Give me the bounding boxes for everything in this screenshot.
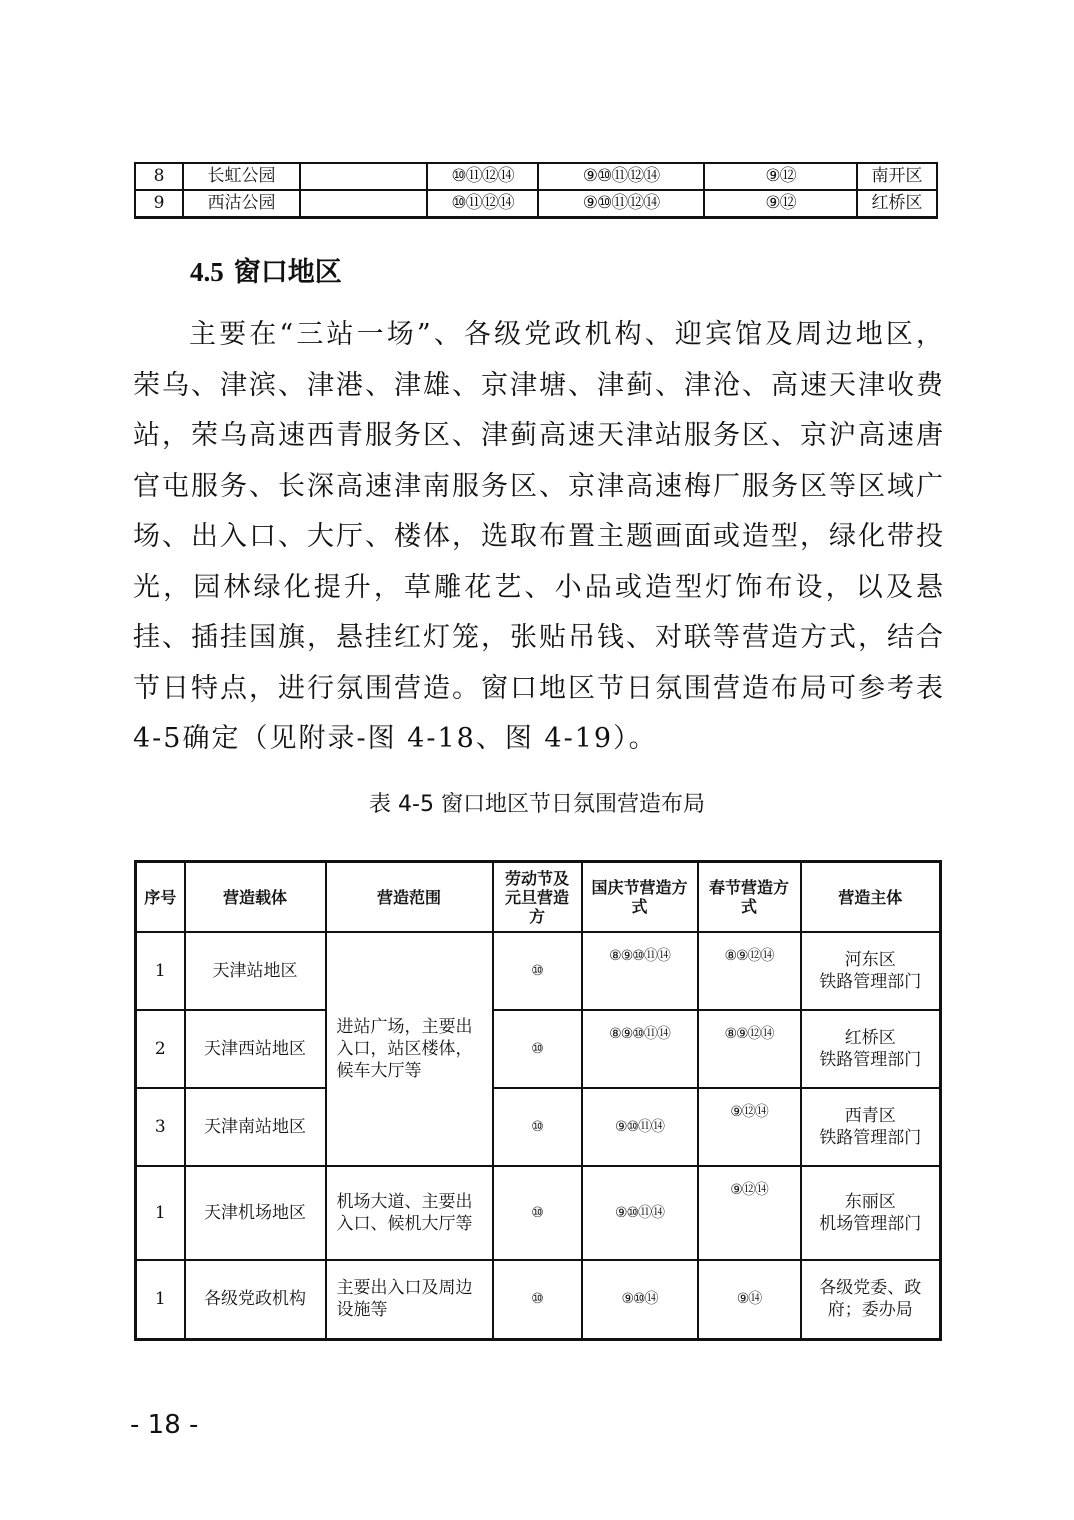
carrier-cell: 天津机场地区 xyxy=(185,1166,326,1260)
subject-cell xyxy=(801,1088,941,1166)
method-cell: ⑩⑪⑫⑭ xyxy=(427,163,538,190)
header-subject: 营造主体 xyxy=(801,862,941,933)
subject-cell xyxy=(801,1166,941,1260)
spring-festival-cell: ⑧⑨⑫⑭ xyxy=(698,932,801,1010)
subject-line: 铁路管理部门 xyxy=(819,1128,922,1148)
method-cell: ⑩⑪⑫⑭ xyxy=(427,190,538,218)
subject-line: 各级党委、政 xyxy=(819,1278,922,1299)
section-heading xyxy=(190,250,342,289)
labor-day-cell: ⑩ xyxy=(493,1260,582,1339)
section-number: 4.5 xyxy=(190,257,224,287)
labor-day-cell: ⑩ xyxy=(493,932,582,1010)
district-cell: 南开区 xyxy=(857,163,937,190)
header-national-day: 国庆节营造方式 xyxy=(582,862,698,933)
method-cell: ⑨⑫ xyxy=(704,163,857,190)
scope-cell: 机场大道、主要出入口、候机大厅等 xyxy=(326,1166,493,1260)
method-cell: ⑨⑫ xyxy=(704,190,857,218)
labor-day-cell: ⑩ xyxy=(493,1088,582,1166)
subject-line: 铁路管理部门 xyxy=(819,1050,922,1070)
national-day-cell: ⑨⑩⑪⑭ xyxy=(582,1166,698,1260)
carrier-cell: 各级党政机构 xyxy=(185,1260,326,1339)
table-caption: 表 4-5 窗口地区节日氛围营造布局 xyxy=(369,792,705,817)
scope-cell xyxy=(300,163,427,190)
spring-festival-cell: ⑨⑭ xyxy=(698,1260,801,1339)
subject-cell xyxy=(801,932,941,1010)
row-number: 3 xyxy=(136,1088,185,1166)
subject-line: 铁路管理部门 xyxy=(819,972,922,992)
page-number: - 18 - xyxy=(130,1410,199,1440)
method-cell: ⑨⑩⑪⑫⑭ xyxy=(538,190,704,218)
subject-line: 红桥区 xyxy=(844,1028,896,1048)
header-labor-day: 劳动节及元旦营造方 xyxy=(493,862,582,933)
table-row xyxy=(135,190,937,218)
row-number: 9 xyxy=(135,190,183,218)
subject-cell xyxy=(801,1010,941,1088)
row-number: 2 xyxy=(136,1010,185,1088)
subject-line: 西青区 xyxy=(844,1106,896,1126)
park-name: 长虹公园 xyxy=(183,163,300,190)
spring-festival-cell: ⑧⑨⑫⑭ xyxy=(698,1010,801,1088)
labor-day-cell: ⑩ xyxy=(493,1010,582,1088)
scope-cell: 主要出入口及周边设施等 xyxy=(326,1260,493,1339)
national-day-cell: ⑧⑨⑩⑪⑭ xyxy=(582,1010,698,1088)
table-row xyxy=(135,163,937,190)
row-number: 8 xyxy=(135,163,183,190)
row-number: 1 xyxy=(136,932,185,1010)
table-row xyxy=(136,1166,941,1260)
subject-line: 河东区 xyxy=(844,950,896,970)
scope-cell xyxy=(300,190,427,218)
table-row xyxy=(136,1088,941,1166)
subject-line: 机场管理部门 xyxy=(819,1214,922,1234)
header-carrier: 营造载体 xyxy=(185,862,326,933)
national-day-cell: ⑨⑩⑪⑭ xyxy=(582,1088,698,1166)
labor-day-cell: ⑩ xyxy=(493,1166,582,1260)
spring-festival-cell: ⑨⑫⑭ xyxy=(698,1088,801,1166)
header-scope: 营造范围 xyxy=(326,862,493,933)
row-number: 1 xyxy=(136,1166,185,1260)
park-name: 西沽公园 xyxy=(183,190,300,218)
window-area-table xyxy=(134,860,942,1341)
district-cell: 红桥区 xyxy=(857,190,937,218)
section-title: 窗口地区 xyxy=(233,257,342,288)
header-spring-festival: 春节营造方式 xyxy=(698,862,801,933)
carrier-cell: 天津站地区 xyxy=(185,932,326,1010)
continuation-table xyxy=(134,162,938,219)
national-day-cell: ⑨⑩⑭ xyxy=(582,1260,698,1339)
carrier-cell: 天津西站地区 xyxy=(185,1010,326,1088)
spring-festival-cell: ⑨⑫⑭ xyxy=(698,1166,801,1260)
subject-cell xyxy=(801,1260,941,1339)
subject-line: 东丽区 xyxy=(844,1192,896,1212)
method-cell: ⑨⑩⑪⑫⑭ xyxy=(538,163,704,190)
carrier-cell: 天津南站地区 xyxy=(185,1088,326,1166)
scope-cell: 进站广场，主要出入口，站区楼体，候车大厅等 xyxy=(326,932,493,1166)
table-row xyxy=(136,1010,941,1088)
table-row xyxy=(136,1260,941,1339)
subject-line: 府；委办局 xyxy=(827,1300,913,1321)
row-number: 1 xyxy=(136,1260,185,1339)
header-no: 序号 xyxy=(136,862,185,933)
table-header-row xyxy=(136,862,941,933)
national-day-cell: ⑧⑨⑩⑪⑭ xyxy=(582,932,698,1010)
body-paragraph: 主要在“三站一场”、各级党政机构、迎宾馆及周边地区，荣乌、津滨、津港、津雄、京津塘、津蓟、津沧、高速天津收费站，荣乌高速西青服务区、津蓟高速天津站服务区、京沪高速唐官屯服务、长深高速津南服务区、京津高速梅厂服务区等区域广场、出入口、大厅、楼体，选取布置主题画面或造型，绿化带投光，园林绿化提升，草雕花艺、小品或造型灯饰布设，以及悬挂、插挂国旗，悬挂红灯笼，张贴吊钱、对联等营造方式，结合节日特点，进行氛围营造。窗口地区节日氛围营造布局可参考表 4-5确定（见附录-图 4-18、图 4-19）。 xyxy=(133,319,945,754)
table-row xyxy=(136,932,941,1010)
